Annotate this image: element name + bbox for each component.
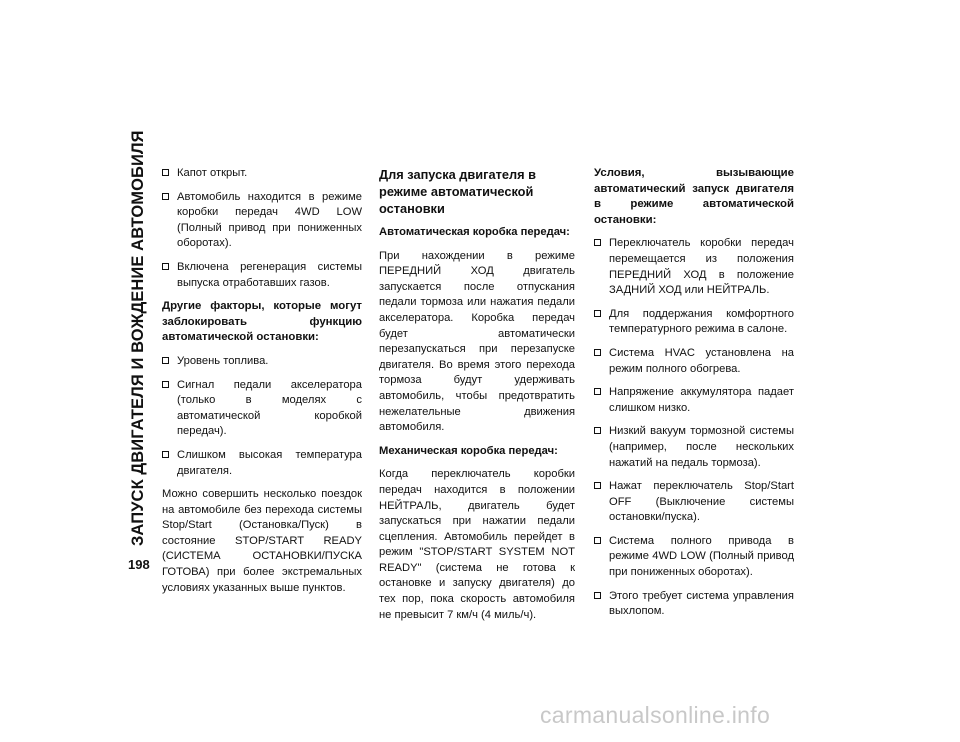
- column-2: [379, 166, 575, 631]
- checkbox-bullet-icon: [162, 357, 169, 364]
- watermark: carmanualsonline.info: [540, 702, 771, 728]
- checkbox-bullet-icon: [594, 310, 601, 317]
- manual-transmission-text: Когда переключатель коробки передач находится в положении НЕЙТРАЛЬ, двигатель будет запускаться при нажатии педали сцепления. Автомобиль перейдет в режим "STOP/START SYSTEM NOT READY" (система не готова к остановке и запуску двигателя) до тех пор, пока скорость автомобиля не превысит 7 км/ч (4 миль/ч).: [379, 468, 575, 621]
- list-item: Включена регенерация системы выпуска отработавших газов.: [162, 260, 362, 291]
- list-item: Уровень топлива.: [162, 354, 362, 370]
- list-item: Низкий вакуум тормозной системы (например, после нескольких нажатий на педаль тормоза).: [594, 424, 794, 471]
- auto-transmission-text: При нахождении в режиме ПЕРЕДНИЙ ХОД двигатель запускается после отпускания педали тормоза или нажатия педали акселератора. Коробка передач будет автоматически перезапускаться при перезапуске двигателя. Во время этого перехода тормоза будут удерживать автомобиль, чтобы предотвратить нежелательные движения автомобиля.: [379, 249, 575, 434]
- checkbox-bullet-icon: [162, 169, 169, 176]
- checkbox-bullet-icon: [162, 193, 169, 200]
- checkbox-bullet-icon: [162, 451, 169, 458]
- list-item: Этого требует система управления выхлопом.: [594, 589, 794, 620]
- checkbox-bullet-icon: [162, 263, 169, 270]
- list-item: Напряжение аккумулятора падает слишком низко.: [594, 385, 794, 416]
- list-item: Для поддержания комфортного температурного режима в салоне.: [594, 307, 794, 338]
- checkbox-bullet-icon: [594, 239, 601, 246]
- list-item: Сигнал педали акселератора (только в моделях с автоматической коробкой передач).: [162, 378, 362, 440]
- checkbox-bullet-icon: [162, 381, 169, 388]
- section-heading: Для запуска двигателя в режиме автоматической остановки: [379, 167, 537, 216]
- column-1: [162, 166, 362, 604]
- manual-transmission-title: Механическая коробка передач:: [379, 444, 558, 457]
- checkbox-bullet-icon: [594, 482, 601, 489]
- checkbox-bullet-icon: [594, 592, 601, 599]
- checkbox-bullet-icon: [594, 427, 601, 434]
- column-3: [594, 166, 794, 628]
- list-item: Переключатель коробки передач перемещается из положения ПЕРЕДНИЙ ХОД в положение ЗАДНИЙ ХОД или НЕЙТРАЛЬ.: [594, 236, 794, 298]
- other-factors-heading: Другие факторы, которые могут заблокировать функцию автоматической остановки:: [162, 300, 362, 344]
- list-item: Автомобиль находится в режиме коробки передач 4WD LOW (Полный привод при пониженных оборотах).: [162, 190, 362, 252]
- auto-start-conditions-heading: Условия, вызывающие автоматический запуск двигателя в режиме автоматической остановки:: [594, 167, 794, 226]
- checkbox-bullet-icon: [594, 537, 601, 544]
- body-paragraph: Можно совершить несколько поездок на автомобиле без перехода системы Stop/Start (Остановка/Пуск) в состояние STOP/START READY (СИСТЕМА ОСТАНОВКИ/ПУСКА ГОТОВА) при более экстремальных условиях указанных выше пунктов.: [162, 488, 362, 594]
- checkbox-bullet-icon: [594, 349, 601, 356]
- list-item: Система HVAC установлена на режим полного обогрева.: [594, 346, 794, 377]
- checkbox-bullet-icon: [594, 388, 601, 395]
- list-item: Система полного привода в режиме 4WD LOW (Полный привод при пониженных оборотах).: [594, 534, 794, 581]
- page-number: 198: [128, 557, 150, 572]
- list-item: Слишком высокая температура двигателя.: [162, 448, 362, 479]
- list-item: Капот открыт.: [162, 166, 362, 182]
- auto-transmission-title: Автоматическая коробка передач:: [379, 226, 570, 238]
- list-item: Нажат переключатель Stop/Start OFF (Выключение системы остановки/пуска).: [594, 479, 794, 526]
- section-side-title: ЗАПУСК ДВИГАТЕЛЯ И ВОЖДЕНИЕ АВТОМОБИЛЯ: [129, 130, 147, 546]
